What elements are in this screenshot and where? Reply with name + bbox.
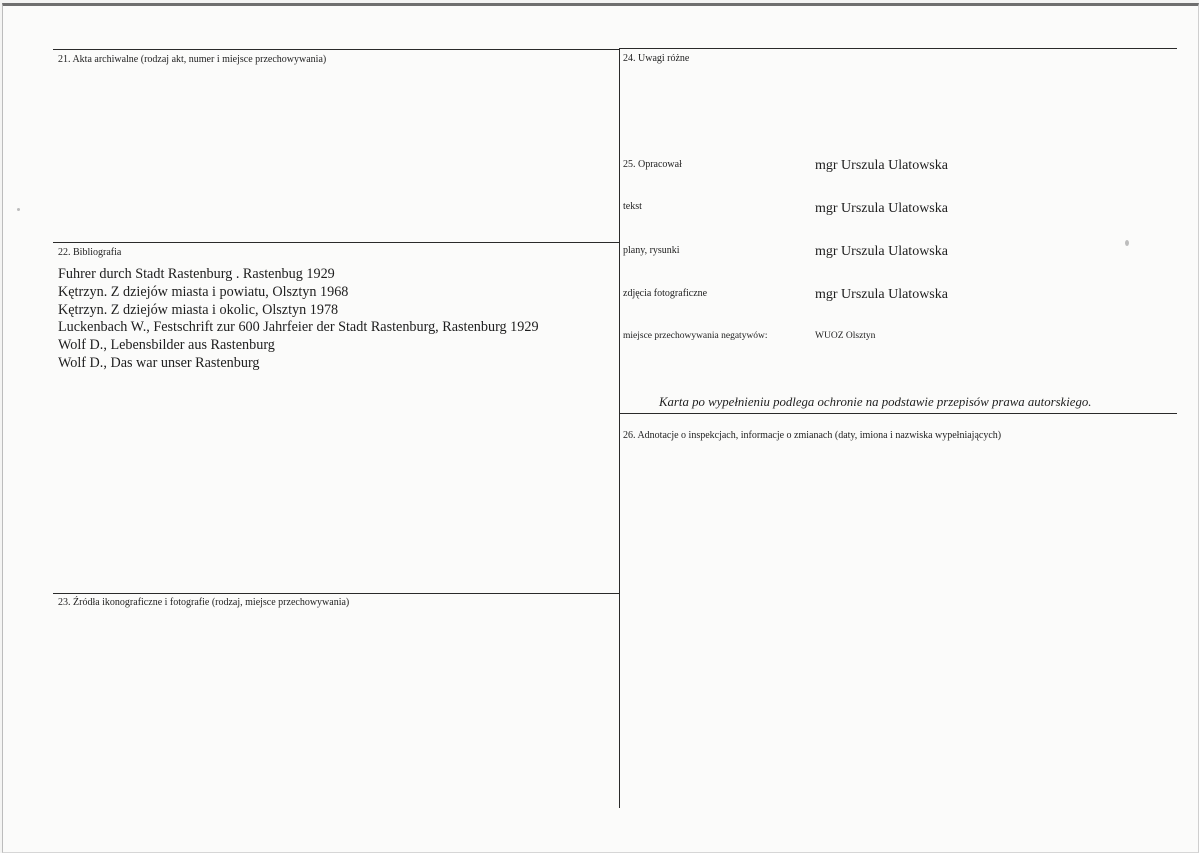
bibliography-entry: Kętrzyn. Z dziejów miasta i powiatu, Olsztyn 1968 <box>58 283 349 300</box>
section-21-label: 21. Akta archiwalne (rodzaj akt, numer i miejsce przechowywania) <box>58 54 327 65</box>
bibliography-entry: Fuhrer durch Stadt Rastenburg . Rastenbug 1929 <box>58 266 335 282</box>
opracowal-value: mgr Urszula Ulatowska <box>815 158 948 173</box>
rule-top-right <box>619 48 1177 49</box>
plany-label: plany, rysunki <box>623 245 680 256</box>
negatywy-label: miejsce przechowywania negatywów: <box>623 331 768 341</box>
tekst-label: tekst <box>623 201 642 212</box>
copyright-notice: Karta po wypełnieniu podlega ochronie na podstawie przepisów prawa autorskiego. <box>659 395 1092 409</box>
section-26-label: 26. Adnotacje o inspekcjach, informacje o zmianach (daty, imiona i nazwiska wypełniających) <box>623 430 1002 441</box>
bibliography-entry: Wolf D., Das war unser Rastenburg <box>58 354 260 371</box>
zdjecia-value: mgr Urszula Ulatowska <box>815 287 948 302</box>
scan-speck <box>1125 240 1129 246</box>
scan-speck <box>17 208 20 211</box>
rule-section-23 <box>53 593 619 594</box>
zdjecia-label: zdjęcia fotograficzne <box>623 288 708 299</box>
tekst-value: mgr Urszula Ulatowska <box>815 201 948 216</box>
bibliography-list <box>58 266 539 373</box>
plany-value: mgr Urszula Ulatowska <box>815 244 948 259</box>
section-24-label: 24. Uwagi różne <box>623 53 690 64</box>
rule-section-22 <box>53 242 619 243</box>
bibliography-entry: Wolf D., Lebensbilder aus Rastenburg <box>58 337 275 354</box>
rule-top-left <box>53 49 619 50</box>
negatywy-value: WUOZ Olsztyn <box>815 331 876 341</box>
column-divider <box>619 48 620 808</box>
bibliography-entry: Luckenbach W., Festschrift zur 600 Jahrfeier der Stadt Rastenburg, Rastenburg 1929 <box>58 319 539 336</box>
record-card-sheet <box>2 3 1199 853</box>
section-23-label: 23. Źródła ikonograficzne i fotografie (rodzaj, miejsce przechowywania) <box>58 597 350 608</box>
bibliography-entry: Kętrzyn. Z dziejów miasta i okolic, Olsztyn 1978 <box>58 301 339 318</box>
rule-section-26 <box>619 413 1177 414</box>
section-22-label: 22. Bibliografia <box>58 247 122 258</box>
opracowal-label: 25. Opracował <box>623 159 682 170</box>
